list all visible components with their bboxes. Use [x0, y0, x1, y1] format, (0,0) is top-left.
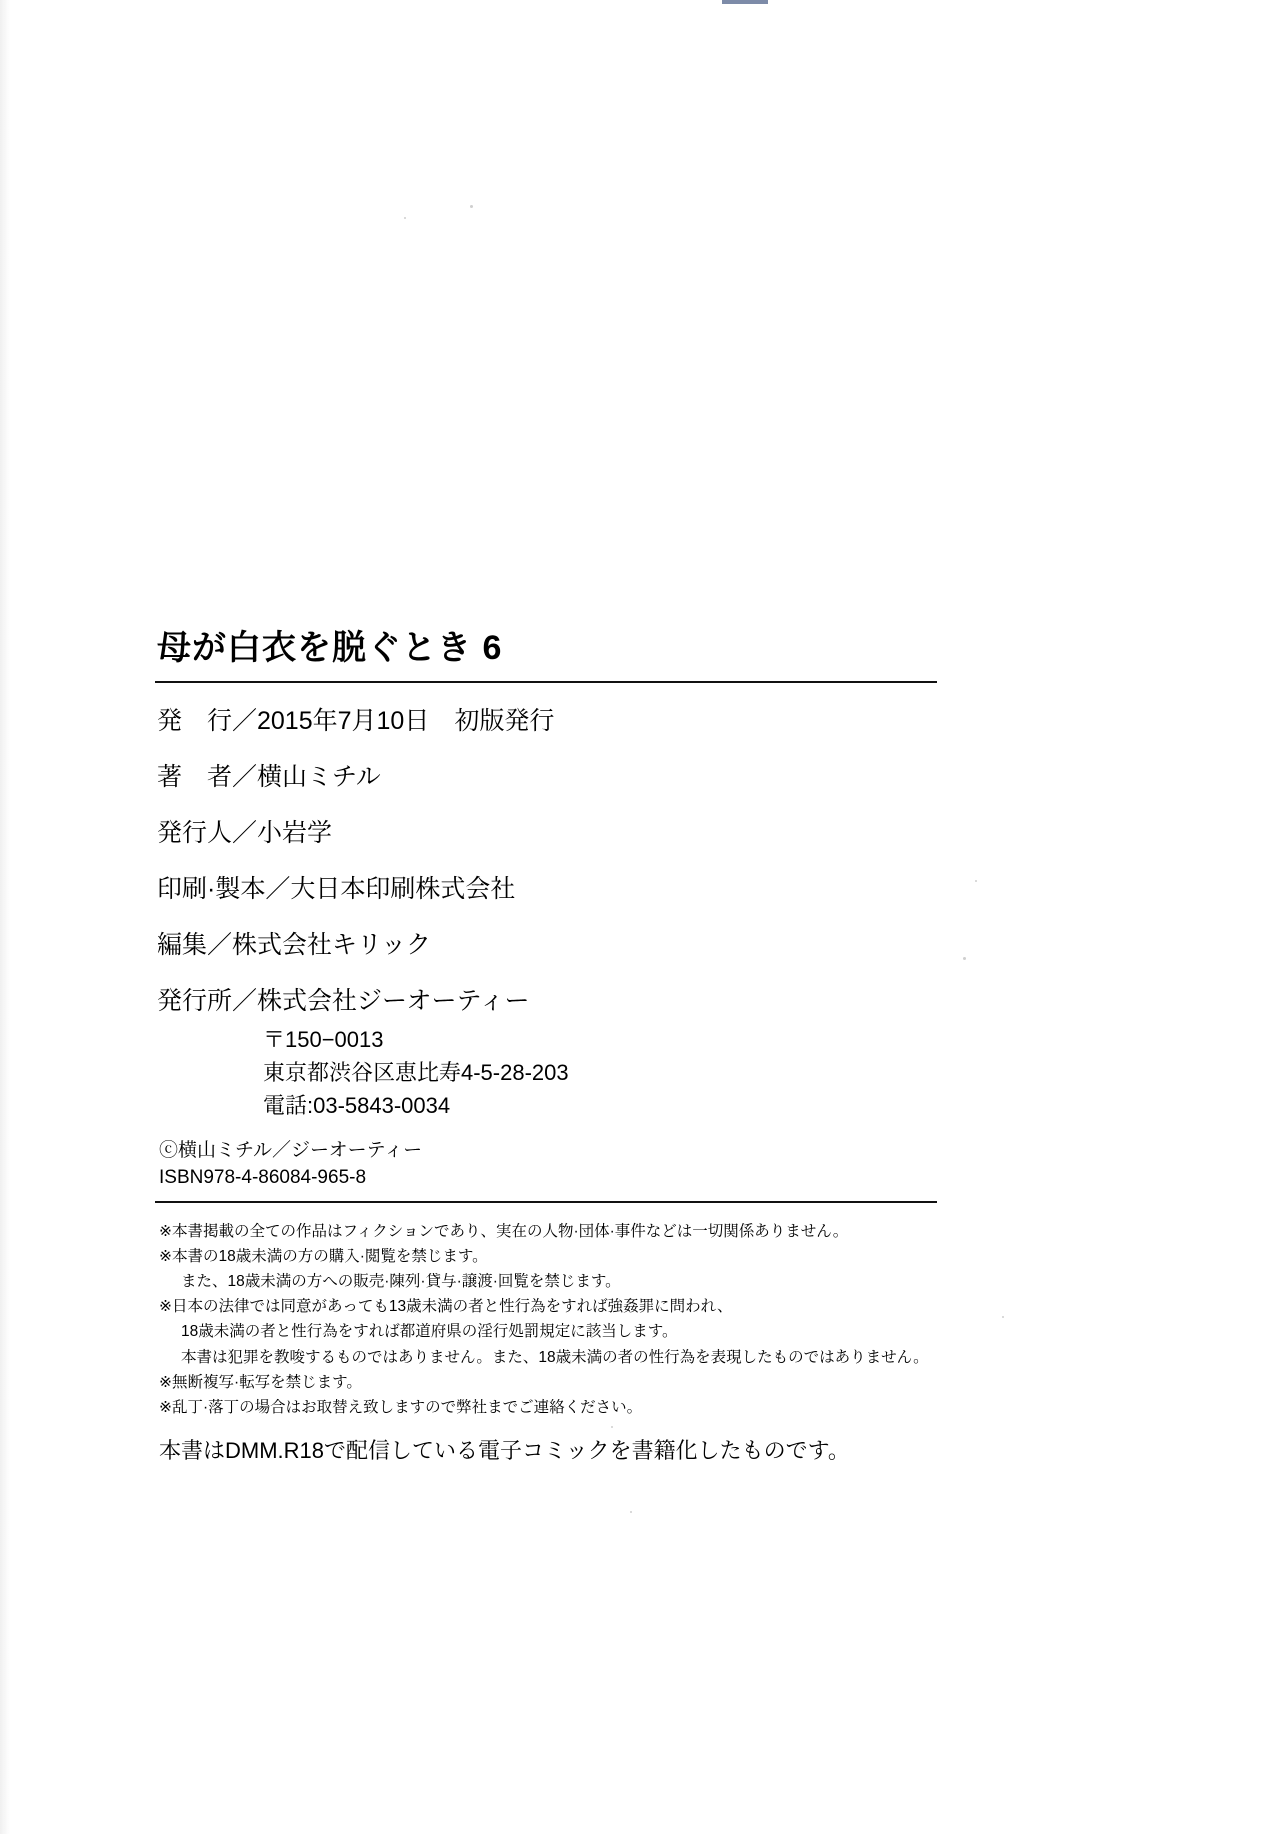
colophon-row-printing: 印刷·製本／大日本印刷株式会社: [157, 875, 516, 903]
notice-line: ※本書の18歳未満の方の購入·閲覧を禁じます。: [159, 1248, 488, 1266]
divider-top: [155, 681, 937, 683]
notice-line: 18歳未満の者と性行為をすれば都道府県の淫行処罰規定に該当します。: [181, 1323, 678, 1341]
isbn-line: ISBN978-4-86084-965-8: [159, 1167, 367, 1189]
top-registration-mark: [722, 0, 768, 4]
notice-line: ※日本の法律では同意があっても13歳未満の者と性行為をすれば強姦罪に問われ、: [159, 1298, 733, 1316]
publisher-telephone: 電話:03-5843-0034: [263, 1093, 451, 1119]
colophon-row-publisher-company: 発行所／株式会社ジーオーティー: [157, 987, 530, 1015]
scan-speck: [404, 217, 406, 219]
publisher-street-address: 東京都渋谷区恵比寿4-5-28-203: [263, 1060, 569, 1086]
notice-line: ※本書掲載の全ての作品はフィクションであり、実在の人物·団体·事件などは一切関係ありません。: [159, 1222, 849, 1240]
scan-speck: [470, 205, 473, 208]
publisher-postal-code: 〒150−0013: [263, 1027, 384, 1052]
scan-speck: [630, 1511, 632, 1513]
notice-line: また、18歳未満の方への販売·陳列·貸与·譲渡·回覧を禁じます。: [181, 1273, 621, 1291]
colophon-row-author: 著 者／横山ミチル: [157, 763, 381, 791]
notices-block: [155, 1219, 945, 1420]
scan-speck: [975, 880, 977, 882]
copyright-line: ⓒ横山ミチル／ジーオーティー: [159, 1139, 423, 1161]
page-edge-shading: [0, 0, 10, 1834]
scan-speck: [1002, 1316, 1004, 1318]
notice-line: 本書は犯罪を教唆するものではありません。また、18歳未満の者の性行為を表現したものではありません。: [181, 1348, 929, 1366]
book-title: 母が白衣を脱ぐとき 6: [157, 629, 503, 667]
notice-line: ※無断複写·転写を禁じます。: [159, 1373, 362, 1391]
notice-line: ※乱丁·落丁の場合はお取替え致しますので弊社までご連絡ください。: [159, 1398, 643, 1416]
colophon-row-publisher-person: 発行人／小岩学: [157, 819, 333, 847]
colophon-row-editing: 編集／株式会社キリック: [157, 931, 432, 959]
scan-speck: [963, 957, 966, 960]
colophon-block: [155, 620, 945, 1465]
divider-bottom: [155, 1201, 937, 1203]
colophon-row-publication-date: 発 行／2015年7月10日 初版発行: [157, 707, 555, 735]
final-note: 本書はDMM.R18で配信している電子コミックを書籍化したものです。: [159, 1437, 850, 1463]
